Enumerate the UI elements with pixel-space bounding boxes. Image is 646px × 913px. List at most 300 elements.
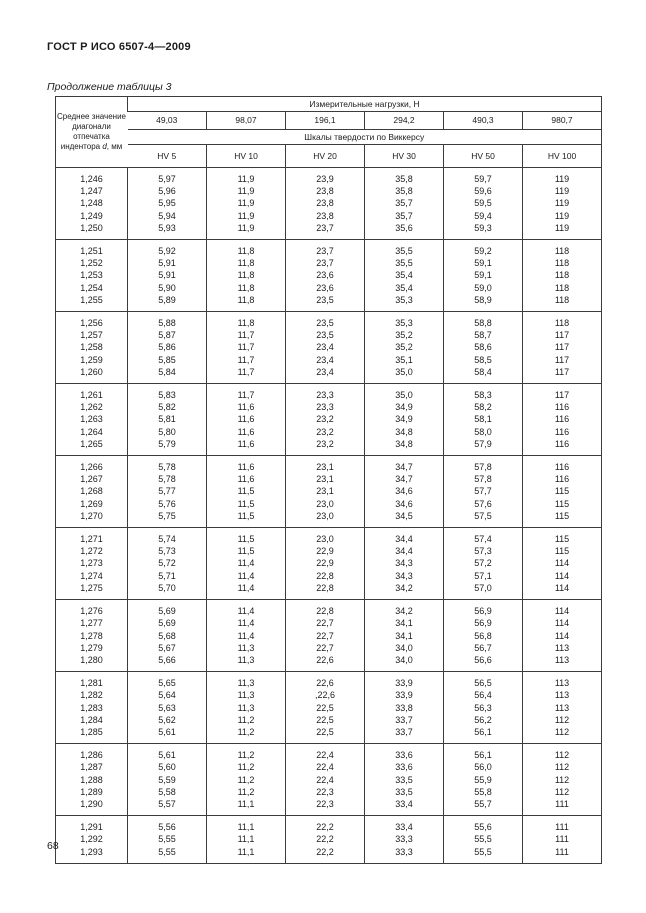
load-value: 98,07 <box>207 112 286 130</box>
table-cell: 34,3 <box>365 570 444 582</box>
table-cell: 57,1 <box>444 570 523 582</box>
table-cell: 35,3 <box>365 312 444 330</box>
table-cell: 56,2 <box>444 714 523 726</box>
table-cell: 34,4 <box>365 528 444 546</box>
table-cell: 1,254 <box>80 282 103 293</box>
table-cell: 22,7 <box>286 630 365 642</box>
table-cell: 34,0 <box>365 642 444 654</box>
table-row <box>56 714 602 726</box>
table-cell: 33,9 <box>365 672 444 690</box>
table-cell: 55,7 <box>444 798 523 816</box>
table-cell: 22,2 <box>286 846 365 864</box>
table-cell: 5,55 <box>128 846 207 864</box>
table-cell: 117 <box>523 384 602 402</box>
table-cell: 35,7 <box>365 210 444 222</box>
table-cell: 5,77 <box>128 485 207 497</box>
table-cell: 1,286 <box>80 750 103 761</box>
loads-title: Измерительные нагрузки, Н <box>128 97 602 112</box>
table-cell: 1,252 <box>80 258 103 269</box>
table-cell: 116 <box>523 438 602 456</box>
table-cell: 11,1 <box>207 798 286 816</box>
hardness-table <box>55 96 602 864</box>
table-cell: 11,5 <box>207 510 286 528</box>
table-row <box>56 413 602 425</box>
table-cell: 35,7 <box>365 197 444 209</box>
table-cell: 5,55 <box>128 833 207 845</box>
table-cell: 23,0 <box>286 528 365 546</box>
table-cell: 57,3 <box>444 545 523 557</box>
table-cell: 23,1 <box>286 473 365 485</box>
table-group <box>56 528 602 600</box>
table-row <box>56 833 602 845</box>
table-cell: 34,7 <box>365 456 444 474</box>
table-cell: 56,1 <box>444 744 523 762</box>
table-cell: 113 <box>523 689 602 701</box>
table-cell: 56,9 <box>444 617 523 629</box>
table-cell: 119 <box>523 168 602 186</box>
table-cell: 5,66 <box>128 654 207 672</box>
table-cell: 1,288 <box>80 774 103 785</box>
table-cell: 114 <box>523 617 602 629</box>
table-cell: 1,293 <box>80 846 103 857</box>
table-cell: 111 <box>523 798 602 816</box>
load-value: 196,1 <box>286 112 365 130</box>
table-cell: 34,7 <box>365 473 444 485</box>
loads-row <box>56 112 602 130</box>
table-group <box>56 312 602 384</box>
table-cell: 118 <box>523 269 602 281</box>
table-cell: 55,8 <box>444 786 523 798</box>
table-cell: 23,9 <box>286 168 365 186</box>
table-cell: 11,6 <box>207 438 286 456</box>
table-cell: 111 <box>523 816 602 834</box>
table-group <box>56 168 602 240</box>
table-cell: 35,0 <box>365 384 444 402</box>
table-cell: 34,0 <box>365 654 444 672</box>
table-row <box>56 689 602 701</box>
table-cell: 112 <box>523 774 602 786</box>
table-cell: 115 <box>523 545 602 557</box>
table-cell: 23,8 <box>286 197 365 209</box>
table-cell: 5,90 <box>128 282 207 294</box>
table-cell: 5,78 <box>128 473 207 485</box>
table-group <box>56 600 602 672</box>
table-cell: 114 <box>523 630 602 642</box>
table-cell: 56,7 <box>444 642 523 654</box>
table-row <box>56 672 602 690</box>
table-cell: 34,8 <box>365 426 444 438</box>
table-cell: 35,2 <box>365 341 444 353</box>
table-cell: 5,81 <box>128 413 207 425</box>
table-row <box>56 545 602 557</box>
table-cell: 58,6 <box>444 341 523 353</box>
table-cell: 1,280 <box>80 654 103 665</box>
table-cell: 23,4 <box>286 354 365 366</box>
table-cell: 1,284 <box>80 714 103 725</box>
table-cell: 5,72 <box>128 557 207 569</box>
table-cell: 5,63 <box>128 702 207 714</box>
table-cell: 11,6 <box>207 456 286 474</box>
table-cell: 5,94 <box>128 210 207 222</box>
table-cell: 113 <box>523 702 602 714</box>
table-cell: 11,3 <box>207 689 286 701</box>
table-cell: 34,5 <box>365 510 444 528</box>
table-cell: 11,5 <box>207 545 286 557</box>
table-cell: 1,251 <box>80 246 103 257</box>
table-cell: 1,269 <box>80 498 103 509</box>
table-cell: 1,292 <box>80 834 103 845</box>
table-cell: 117 <box>523 341 602 353</box>
table-cell: 11,2 <box>207 774 286 786</box>
table-cell: 33,6 <box>365 744 444 762</box>
table-cell: 56,8 <box>444 630 523 642</box>
table-cell: 56,0 <box>444 761 523 773</box>
table-cell: 56,5 <box>444 672 523 690</box>
table-row <box>56 282 602 294</box>
table-cell: 1,266 <box>80 462 103 473</box>
table-row <box>56 654 602 672</box>
table-cell: 33,7 <box>365 714 444 726</box>
table-cell: 1,250 <box>80 222 103 233</box>
table-cell: 35,5 <box>365 240 444 258</box>
table-cell: 112 <box>523 786 602 798</box>
table-cell: 1,287 <box>80 762 103 773</box>
table-cell: 11,4 <box>207 630 286 642</box>
table-cell: 1,260 <box>80 366 103 377</box>
table-cell: 35,3 <box>365 294 444 312</box>
table-cell: 11,4 <box>207 600 286 618</box>
table-cell: 114 <box>523 557 602 569</box>
table-cell: 1,257 <box>80 330 103 341</box>
load-value: 49,03 <box>128 112 207 130</box>
table-cell: 119 <box>523 185 602 197</box>
table-cell: 11,6 <box>207 426 286 438</box>
table-cell: 33,3 <box>365 833 444 845</box>
table-cell: 11,8 <box>207 257 286 269</box>
table-cell: 23,1 <box>286 456 365 474</box>
table-cell: 55,5 <box>444 846 523 864</box>
table-cell: 57,2 <box>444 557 523 569</box>
table-cell: 22,2 <box>286 833 365 845</box>
table-cell: 11,9 <box>207 168 286 186</box>
table-cell: 23,0 <box>286 510 365 528</box>
table-cell: 22,7 <box>286 642 365 654</box>
table-group <box>56 384 602 456</box>
table-cell: 114 <box>523 600 602 618</box>
table-cell: 34,3 <box>365 557 444 569</box>
table-cell: 58,0 <box>444 426 523 438</box>
table-cell: 57,9 <box>444 438 523 456</box>
table-cell: 35,2 <box>365 329 444 341</box>
table-cell: 5,96 <box>128 185 207 197</box>
table-cell: 58,2 <box>444 401 523 413</box>
table-cell: 1,261 <box>80 390 103 401</box>
table-cell: 115 <box>523 510 602 528</box>
table-cell: 11,1 <box>207 846 286 864</box>
table-cell: 23,8 <box>286 185 365 197</box>
table-cell: 113 <box>523 672 602 690</box>
table-cell: 5,88 <box>128 312 207 330</box>
table-cell: 1,289 <box>80 786 103 797</box>
table-group <box>56 816 602 864</box>
table-cell: 58,8 <box>444 312 523 330</box>
table-cell: 35,6 <box>365 222 444 240</box>
table-cell: 1,274 <box>80 570 103 581</box>
table-cell: 11,2 <box>207 761 286 773</box>
table-cell: 5,67 <box>128 642 207 654</box>
table-header <box>56 97 602 168</box>
table-row <box>56 210 602 222</box>
table-cell: 56,4 <box>444 689 523 701</box>
scale-header: HV 50 <box>444 145 523 168</box>
table-cell: 33,9 <box>365 689 444 701</box>
corner-header-symbol: d, мм <box>102 142 123 151</box>
table-cell: 5,91 <box>128 269 207 281</box>
table-row <box>56 222 602 240</box>
table-row <box>56 485 602 497</box>
table-cell: 35,4 <box>365 282 444 294</box>
table-cell: 35,0 <box>365 366 444 384</box>
table-cell: 55,5 <box>444 833 523 845</box>
table-cell: 1,247 <box>80 186 103 197</box>
table-cell: ,22,6 <box>286 689 365 701</box>
table-cell: 114 <box>523 570 602 582</box>
table-cell: 58,3 <box>444 384 523 402</box>
table-cell: 11,2 <box>207 726 286 744</box>
table-cell: 56,9 <box>444 600 523 618</box>
table-group <box>56 456 602 528</box>
table-cell: 11,7 <box>207 329 286 341</box>
table-row <box>56 294 602 312</box>
table-row <box>56 726 602 744</box>
scale-header: HV 100 <box>523 145 602 168</box>
scales-row <box>56 145 602 168</box>
table-cell: 11,6 <box>207 473 286 485</box>
table-cell: 33,4 <box>365 816 444 834</box>
table-cell: 5,93 <box>128 222 207 240</box>
table-row <box>56 786 602 798</box>
table-cell: 5,57 <box>128 798 207 816</box>
table-cell: 1,273 <box>80 558 103 569</box>
table-cell: 11,5 <box>207 498 286 510</box>
table-cell: 118 <box>523 282 602 294</box>
table-row <box>56 197 602 209</box>
table-cell: 5,71 <box>128 570 207 582</box>
table-cell: 11,3 <box>207 672 286 690</box>
table-cell: 1,276 <box>80 606 103 617</box>
table-row <box>56 582 602 600</box>
table-cell: 34,1 <box>365 617 444 629</box>
table-row <box>56 269 602 281</box>
table-cell: 55,9 <box>444 774 523 786</box>
table-cell: 118 <box>523 257 602 269</box>
table-cell: 11,5 <box>207 528 286 546</box>
table-cell: 117 <box>523 354 602 366</box>
table-cell: 56,1 <box>444 726 523 744</box>
table-cell: 23,2 <box>286 438 365 456</box>
table-cell: 11,7 <box>207 384 286 402</box>
table-cell: 5,74 <box>128 528 207 546</box>
table-row <box>56 341 602 353</box>
page-number: 68 <box>47 840 59 852</box>
table-cell: 22,5 <box>286 726 365 744</box>
scale-header: HV 30 <box>365 145 444 168</box>
table-cell: 11,9 <box>207 222 286 240</box>
table-cell: 5,82 <box>128 401 207 413</box>
table-cell: 58,7 <box>444 329 523 341</box>
table-cell: 113 <box>523 642 602 654</box>
table-cell: 11,7 <box>207 354 286 366</box>
table-cell: 22,6 <box>286 654 365 672</box>
table-cell: 35,1 <box>365 354 444 366</box>
table-cell: 5,69 <box>128 617 207 629</box>
table-cell: 22,9 <box>286 545 365 557</box>
table-row <box>56 456 602 474</box>
table-cell: 1,246 <box>80 174 103 184</box>
table-row <box>56 557 602 569</box>
table-row <box>56 240 602 258</box>
table-cell: 33,3 <box>365 846 444 864</box>
table-cell: 11,2 <box>207 786 286 798</box>
table-cell: 5,92 <box>128 240 207 258</box>
table-cell: 59,6 <box>444 185 523 197</box>
table-cell: 1,278 <box>80 630 103 641</box>
table-cell: 5,73 <box>128 545 207 557</box>
table-cell: 1,282 <box>80 690 103 701</box>
table-group <box>56 744 602 816</box>
table-cell: 1,277 <box>80 618 103 629</box>
table-cell: 22,4 <box>286 761 365 773</box>
table-row <box>56 498 602 510</box>
table-cell: 23,1 <box>286 485 365 497</box>
table-cell: 112 <box>523 761 602 773</box>
table-cell: 5,65 <box>128 672 207 690</box>
table-cell: 1,283 <box>80 702 103 713</box>
table-cell: 56,6 <box>444 654 523 672</box>
table-cell: 55,6 <box>444 816 523 834</box>
table-cell: 11,8 <box>207 269 286 281</box>
table-cell: 11,7 <box>207 341 286 353</box>
table-cell: 58,1 <box>444 413 523 425</box>
table-cell: 11,8 <box>207 312 286 330</box>
table-cell: 115 <box>523 498 602 510</box>
table-cell: 58,9 <box>444 294 523 312</box>
table-cell: 1,264 <box>80 426 103 437</box>
table-cell: 1,255 <box>80 294 103 305</box>
table-cell: 5,89 <box>128 294 207 312</box>
table-cell: 11,4 <box>207 617 286 629</box>
table-cell: 112 <box>523 726 602 744</box>
table-cell: 112 <box>523 714 602 726</box>
table-cell: 33,8 <box>365 702 444 714</box>
table-cell: 1,249 <box>80 210 103 221</box>
table-cell: 58,5 <box>444 354 523 366</box>
table-cell: 11,1 <box>207 816 286 834</box>
table-cell: 11,2 <box>207 714 286 726</box>
table-row <box>56 642 602 654</box>
table-cell: 59,2 <box>444 240 523 258</box>
table-row <box>56 426 602 438</box>
table-cell: 23,6 <box>286 269 365 281</box>
table-row <box>56 473 602 485</box>
table-cell: 1,281 <box>80 678 103 689</box>
table-cell: 5,61 <box>128 726 207 744</box>
table-cell: 1,290 <box>80 798 103 809</box>
load-value: 294,2 <box>365 112 444 130</box>
table-cell: 11,1 <box>207 833 286 845</box>
table-cell: 1,279 <box>80 642 103 653</box>
table-cell: 23,2 <box>286 413 365 425</box>
table-row <box>56 401 602 413</box>
table-cell: 11,9 <box>207 197 286 209</box>
table-group <box>56 672 602 744</box>
scale-header: HV 5 <box>128 145 207 168</box>
table-cell: 59,4 <box>444 210 523 222</box>
table-cell: 1,259 <box>80 354 103 365</box>
table-cell: 5,75 <box>128 510 207 528</box>
table-cell: 11,7 <box>207 366 286 384</box>
table-cell: 11,3 <box>207 654 286 672</box>
table-cell: 35,8 <box>365 168 444 186</box>
table-cell: 59,1 <box>444 257 523 269</box>
table-cell: 23,4 <box>286 366 365 384</box>
table-cell: 23,0 <box>286 498 365 510</box>
table-cell: 117 <box>523 329 602 341</box>
table-cell: 5,59 <box>128 774 207 786</box>
table-cell: 22,6 <box>286 672 365 690</box>
table-cell: 5,80 <box>128 426 207 438</box>
table-cell: 5,68 <box>128 630 207 642</box>
table-cell: 11,9 <box>207 185 286 197</box>
table-cell: 1,262 <box>80 402 103 413</box>
table-cell: 5,70 <box>128 582 207 600</box>
table-cell: 5,58 <box>128 786 207 798</box>
table-row <box>56 600 602 618</box>
table-cell: 59,7 <box>444 168 523 186</box>
table-cell: 119 <box>523 210 602 222</box>
table-cell: 1,265 <box>80 438 103 449</box>
scale-header: HV 20 <box>286 145 365 168</box>
table-cell: 1,248 <box>80 198 103 209</box>
table-cell: 33,4 <box>365 798 444 816</box>
table-row <box>56 185 602 197</box>
table-row <box>56 744 602 762</box>
table-row <box>56 257 602 269</box>
table-cell: 11,8 <box>207 294 286 312</box>
table-cell: 116 <box>523 401 602 413</box>
table-cell: 11,3 <box>207 642 286 654</box>
table-cell: 22,4 <box>286 744 365 762</box>
table-cell: 23,3 <box>286 401 365 413</box>
table-cell: 111 <box>523 846 602 864</box>
table-cell: 1,256 <box>80 318 103 329</box>
table-row <box>56 774 602 786</box>
table-cell: 59,5 <box>444 197 523 209</box>
table-cell: 5,85 <box>128 354 207 366</box>
table-cell: 1,268 <box>80 486 103 497</box>
table-cell: 34,9 <box>365 401 444 413</box>
table-cell: 1,270 <box>80 510 103 521</box>
table-cell: 23,3 <box>286 384 365 402</box>
table-row <box>56 354 602 366</box>
table-cell: 56,3 <box>444 702 523 714</box>
table-cell: 34,9 <box>365 413 444 425</box>
table-cell: 114 <box>523 582 602 600</box>
table-cell: 34,8 <box>365 438 444 456</box>
table-cell: 22,3 <box>286 786 365 798</box>
table-cell: 22,8 <box>286 600 365 618</box>
table-cell: 22,7 <box>286 617 365 629</box>
